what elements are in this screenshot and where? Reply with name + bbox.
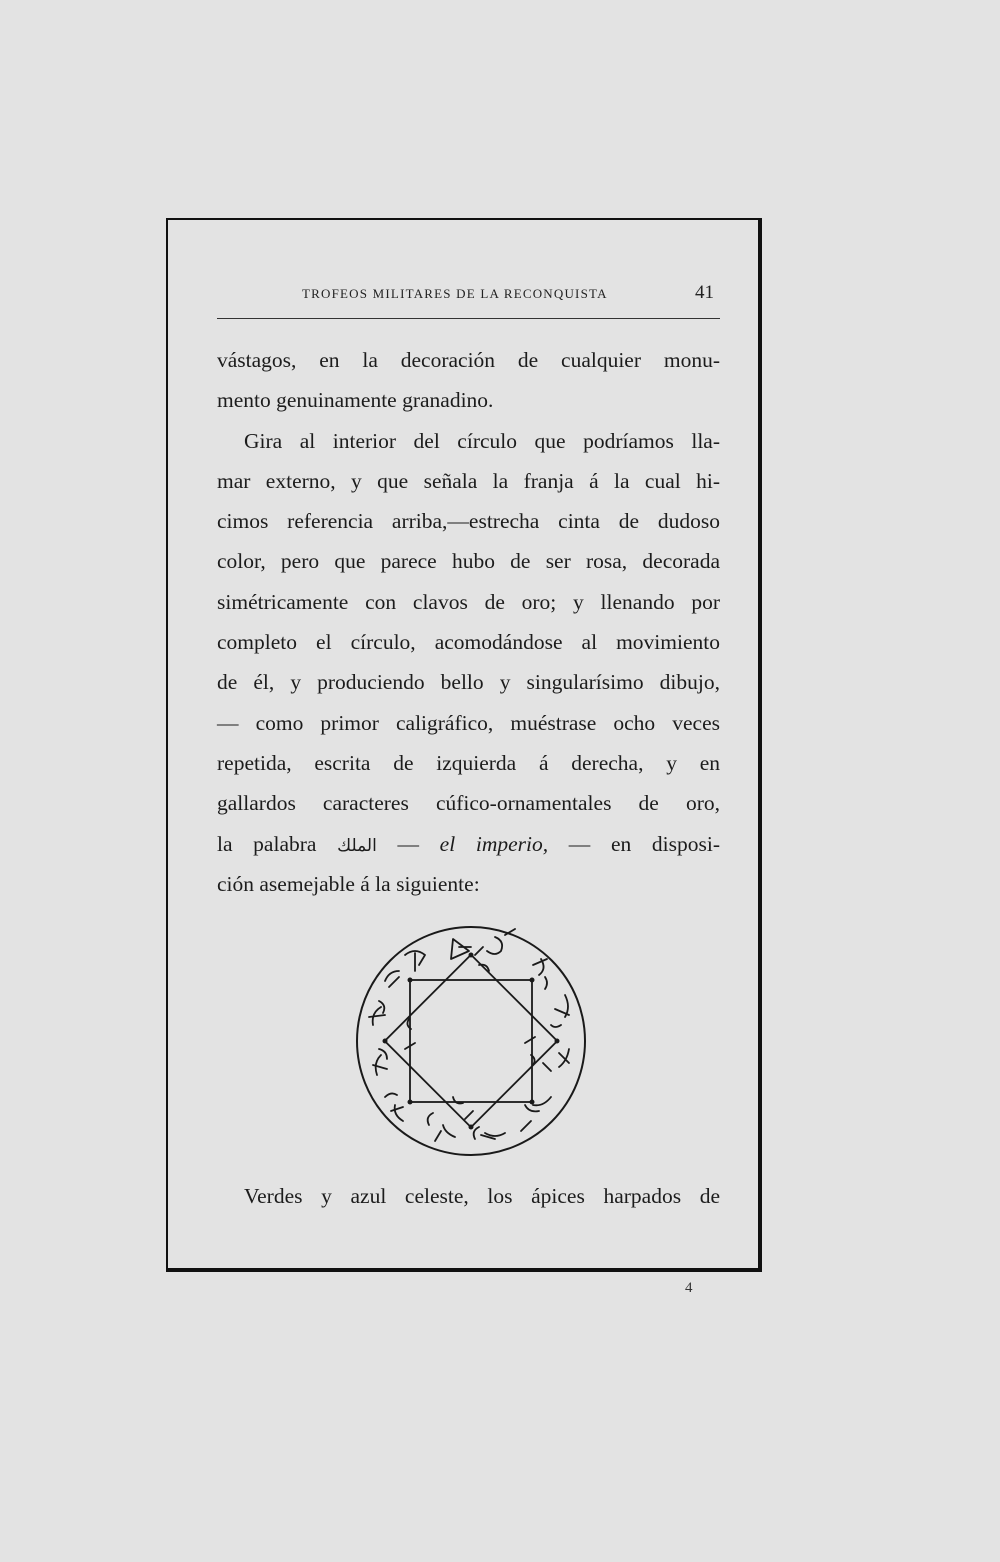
running-title: TROFEOS MILITARES DE LA RECONQUISTA — [302, 286, 608, 301]
text-line: color, pero que parece hubo de ser rosa, decorada — [217, 549, 720, 574]
em-dash: — — [568, 831, 591, 856]
text-line: mar externo, y que señala la franja á la cual hi- — [217, 468, 720, 493]
text-line: de él, y produciendo bello y singularísimo dibujo, — [217, 670, 720, 695]
kufic-circle-figure — [355, 925, 587, 1157]
text-line-with-arabic — [217, 824, 720, 864]
text-line: cimos referencia arriba,—estrecha cinta de dudoso — [217, 509, 720, 534]
outer-circle — [357, 927, 585, 1155]
em-dash: — — [397, 831, 419, 856]
italic-translation: el imperio, — [439, 831, 549, 856]
text-line: mento genuinamente granadino. — [217, 388, 494, 413]
text-line: vástagos, en la decoración de cualquier monu- — [217, 348, 720, 372]
text-fragment: en disposi- — [610, 831, 721, 856]
calligraphic-glyphs — [369, 929, 569, 1141]
header-rule — [217, 318, 720, 319]
nail-dots — [383, 953, 560, 1130]
text-line: simétricamente con clavos de oro; y llenando por — [217, 589, 720, 614]
text-fragment: la palabra — [217, 831, 317, 856]
signature-mark: 4 — [685, 1280, 693, 1296]
running-head — [217, 284, 720, 306]
closing-line: Verdes y azul celeste, los ápices harpados de — [244, 1184, 720, 1208]
text-line: ción asemejable á la siguiente: — [217, 871, 480, 896]
text-line: completo el círculo, acomodándose al movimiento — [217, 630, 720, 655]
text-line: Gira al interior del círculo que podríamos lla- — [244, 428, 720, 453]
arabic-word: الملك — [337, 835, 377, 856]
page-number: 41 — [695, 282, 714, 303]
text-line: gallardos caracteres cúfico-ornamentales de oro, — [217, 791, 720, 816]
body-text — [217, 340, 720, 904]
text-line: — como primor caligráfico, muéstrase ocho veces — [217, 710, 720, 735]
text-line: repetida, escrita de izquierda á derecha, y en — [217, 750, 720, 775]
